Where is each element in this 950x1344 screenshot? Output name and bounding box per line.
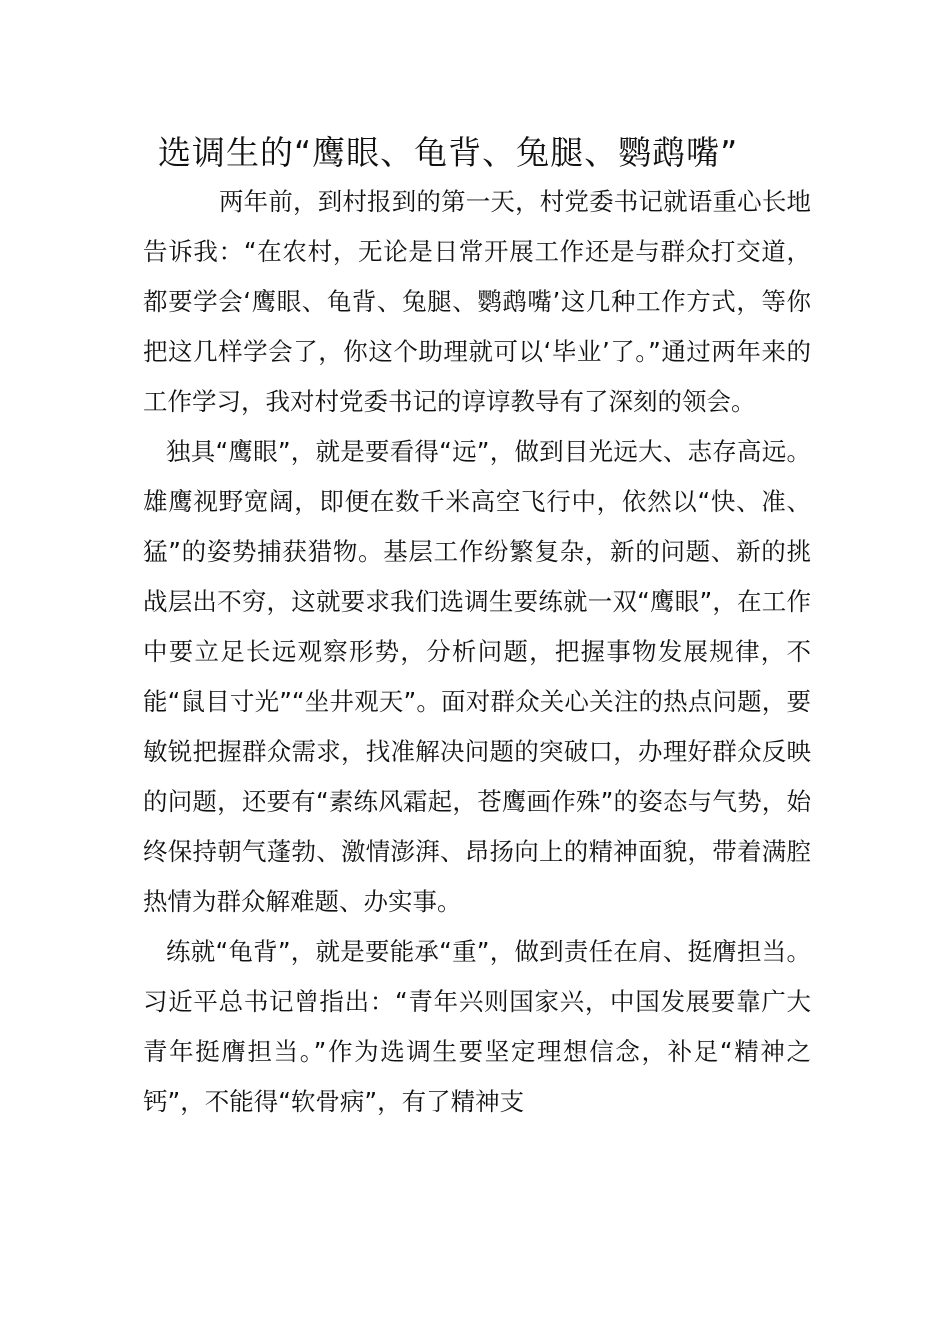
paragraph-eagle-eye: 独具“鹰眼”，就是要看得“远”，做到目光远大、志存高远。雄鹰视野宽阔，即便在数千米高空飞行中，依然以“快、准、猛”的姿势捕获猎物。基层工作纷繁复杂，新的问题、新的挑战层出不穷，这就要求我们选调生要练就一双“鹰眼”，在工作中要立足长远观察形势，分析问题，把握事物发展规律，不能“鼠目寸光”“坐井观天”。面对群众关心关注的热点问题，要敏锐把握群众需求，找准解决问题的突破口，办理好群众反映的问题，还要有“素练风霜起，苍鹰画作殊”的姿态与气势，始终保持朝气蓬勃、激情澎湃、昂扬向上的精神面貌，带着满腔热情为群众解难题、办实事。	[143, 437, 811, 916]
paragraph-turtle-back: 练就“龟背”，就是要能承“重”，做到责任在肩、挺膺担当。习近平总书记曾指出：“青年兴则国家兴，中国发展要靠广大青年挺膺担当。”作为选调生要坚定理想信念，补足“精神之钙”，不能得“软骨病”，有了精神支	[143, 937, 811, 1116]
paragraph-intro: 两年前，到村报到的第一天，村党委书记就语重心长地告诉我：“在农村，无论是日常开展工作还是与群众打交道，都要学会‘鹰眼、龟背、兔腿、鹦鹉嘴’这几种工作方式，等你把这几样学会了，你这个助理就可以‘毕业’了。”通过两年来的工作学习，我对村党委书记的谆谆教导有了深刻的领会。	[143, 187, 811, 416]
document-body	[143, 177, 811, 1127]
document-title: 选调生的“鹰眼、龟背、兔腿、鹦鹉嘴”	[158, 133, 739, 172]
